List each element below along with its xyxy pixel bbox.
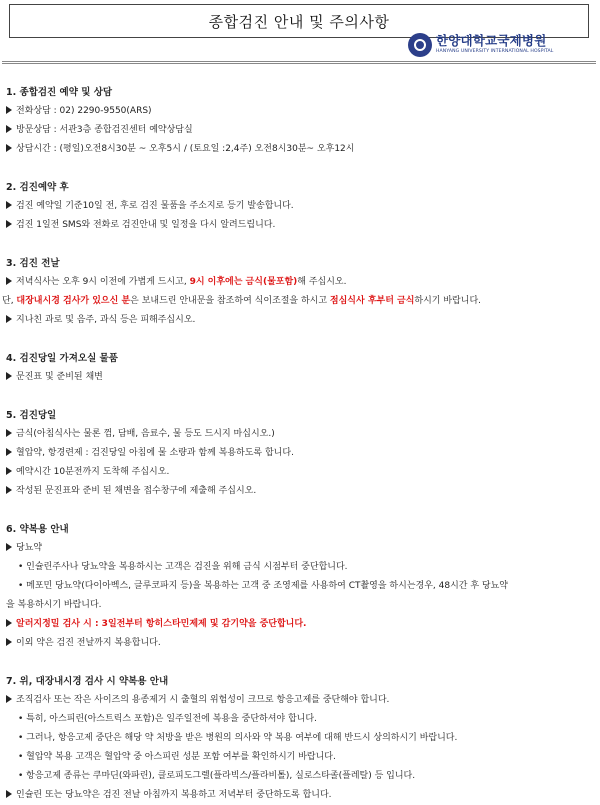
triangle-right-icon [6, 220, 12, 228]
section-exam-day [0, 406, 600, 501]
section-day-before [0, 254, 600, 330]
list-item: 지나친 과로 및 음주, 과식 등은 피해주십시오. [0, 311, 600, 330]
section-title: 2. 검진예약 후 [6, 182, 69, 193]
section-title: 1. 종합검진 예약 및 상담 [6, 87, 113, 98]
triangle-right-icon [6, 315, 12, 323]
list-item: 금식(아침식사는 물론 껌, 담배, 음료수, 물 등도 드시지 마십시오.) [0, 425, 600, 444]
triangle-right-icon [6, 372, 12, 380]
list-item: 상담시간 : (평일)오전8시30분 ~ 오후5시 / (토요일 :2,4주) 오전8시30분~ 오후12시 [0, 140, 600, 159]
list-item: 혈압약, 항경련제 : 검진당일 아침에 물 소량과 함께 복용하도록 합니다. [0, 444, 600, 463]
section-title: 5. 검진당일 [6, 410, 57, 421]
triangle-right-icon [6, 695, 12, 703]
section-title: 7. 위, 대장내시경 검사 시 약복용 안내 [6, 676, 169, 687]
triangle-right-icon [6, 106, 12, 114]
page-title: 종합검진 안내 및 주의사항 [208, 12, 390, 31]
section-title: 4. 검진당일 가져오실 물품 [6, 353, 118, 364]
list-item: 방문상담 : 서관3층 종합검진센터 예약상담실 [0, 121, 600, 140]
triangle-right-icon [6, 429, 12, 437]
hospital-seal-icon [408, 33, 432, 57]
hospital-logo [408, 32, 598, 58]
list-item: 저녁식사는 오후 9시 이전에 가볍게 드시고, 9시 이후에는 금식(물포함)해 주십시오. [0, 273, 600, 292]
list-item: 알러지정밀 검사 시 : 3일전부터 항히스타민제제 및 감기약을 중단합니다. [0, 615, 600, 634]
list-item: 검진 예약일 기준10일 전, 후로 검진 물품을 주소지로 등기 발송합니다. [0, 197, 600, 216]
sub-list-item: • 항응고제 종류는 쿠마딘(와파린), 클로피도그렐(플라빅스/플라비톨), 실로스타졸(플레탈) 등 입니다. [18, 771, 416, 781]
sub-list-item: • 그러나, 항응고제 중단은 해당 약 처방을 받은 병원의 의사와 약 복용 여부에 대해 반드시 상의하시기 바랍니다. [18, 733, 458, 743]
section-title: 3. 검진 전날 [6, 258, 60, 269]
list-item: 이외 약은 검진 전날까지 복용합니다. [0, 634, 600, 653]
sub-list-item: • 메포민 당뇨약(다이아벡스, 글루코파지 등)을 복용하는 고객 중 조영제를 사용하여 CT촬영을 하시는경우, 48시간 후 당뇨약 [18, 581, 508, 591]
list-item: 당뇨약 [0, 539, 600, 558]
triangle-right-icon [6, 467, 12, 475]
sub-list-item: • 특히, 아스피린(아스트릭스 포함)은 일주일전에 복용을 중단하셔야 합니다. [18, 714, 317, 724]
list-item: 작성된 문진표와 준비 된 채변을 접수창구에 제출해 주십시오. [0, 482, 600, 501]
sub-list-item: 을 복용하시기 바랍니다. [6, 600, 102, 610]
header-divider [2, 61, 596, 62]
list-item: 인슐린 또는 당뇨약은 검진 전날 아침까지 복용하고 저녁부터 중단하도록 합니다. [0, 786, 600, 805]
list-item: 전화상담 : 02) 2290-9550(ARS) [0, 102, 600, 121]
section-reservation [0, 83, 600, 159]
triangle-right-icon [6, 448, 12, 456]
triangle-right-icon [6, 144, 12, 152]
triangle-right-icon [6, 201, 12, 209]
list-item: 검진 1일전 SMS와 전화로 검진안내 및 일정을 다시 알려드립니다. [0, 216, 600, 235]
triangle-right-icon [6, 790, 12, 798]
section-items-to-bring [0, 349, 600, 387]
sub-list-item: • 인슐린주사나 당뇨약을 복용하시는 고객은 검진을 위해 금식 시점부터 중단합니다. [18, 562, 348, 572]
list-item: 조직검사 또는 작은 사이즈의 용종제거 시 출혈의 위험성이 크므로 항응고제를 중단해야 합니다. [0, 691, 600, 710]
triangle-right-icon [6, 125, 12, 133]
triangle-right-icon [6, 638, 12, 646]
list-item: 문진표 및 준비된 채변 [0, 368, 600, 387]
section-title: 6. 약복용 안내 [6, 524, 69, 535]
sub-list-item: • 혈압약 복용 고객은 혈압약 중 아스피린 성분 포함 여부를 확인하시기 바랍니다. [18, 752, 336, 762]
section-medication [0, 520, 600, 653]
content [0, 64, 600, 805]
list-item: 예약시간 10분전까지 도착해 주십시오. [0, 463, 600, 482]
logo-name: 한양대학교국제병원 [436, 33, 547, 49]
section-endoscopy-medication [0, 672, 600, 805]
section-after-reservation [0, 178, 600, 235]
triangle-right-icon [6, 619, 12, 627]
logo-subtitle: HANYANG UNIVERSITY INTERNATIONAL HOSPITAL [436, 48, 554, 54]
list-item: 단, 대장내시경 검사가 있으신 분은 보내드린 안내문을 참조하여 식이조절을 하시고 점심식사 후부터 금식하시기 바랍니다. [2, 296, 482, 306]
triangle-right-icon [6, 543, 12, 551]
triangle-right-icon [6, 486, 12, 494]
triangle-right-icon [6, 277, 12, 285]
